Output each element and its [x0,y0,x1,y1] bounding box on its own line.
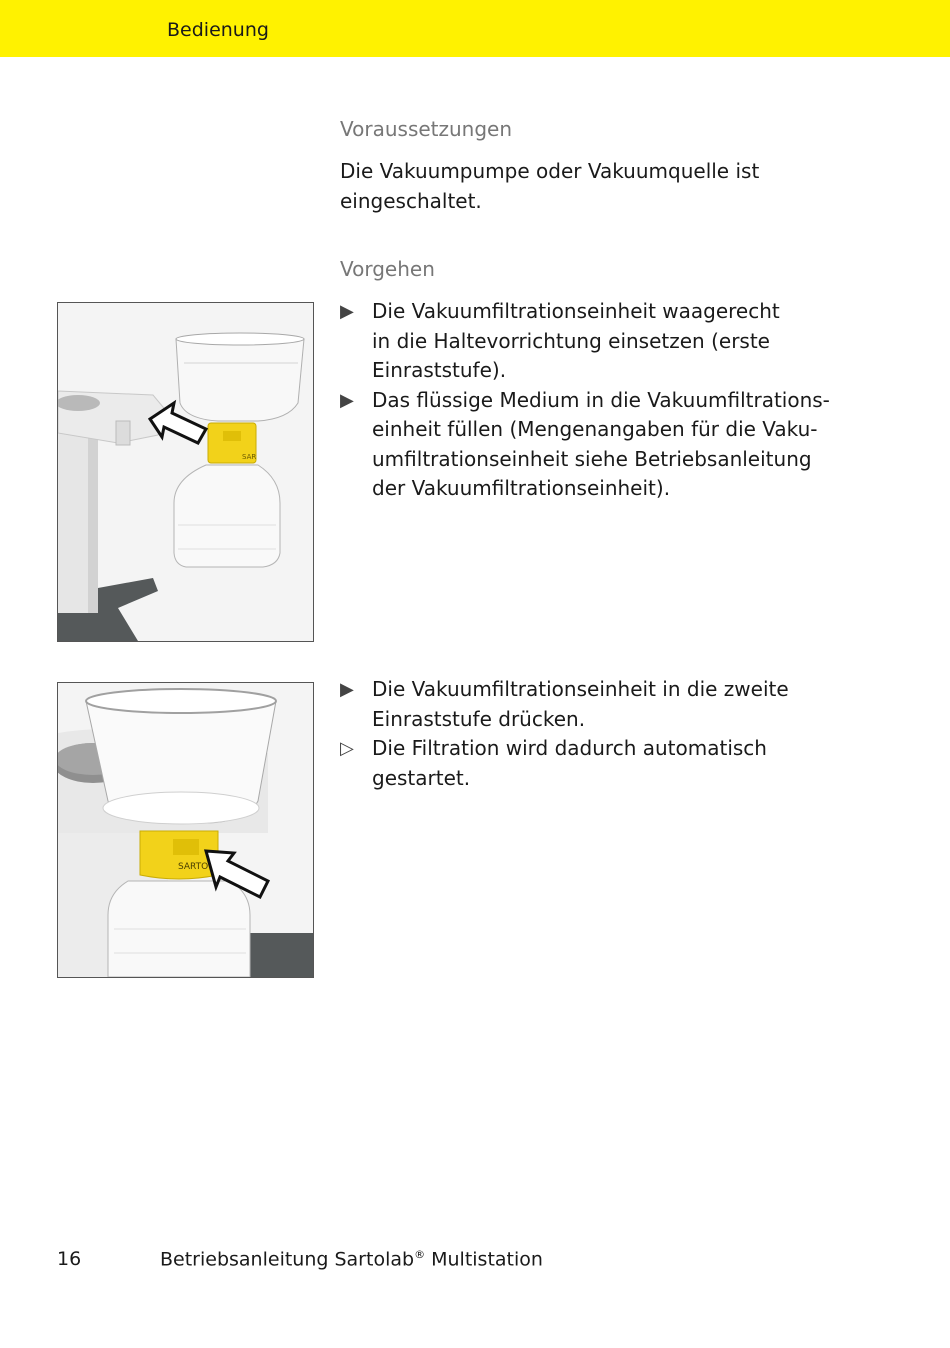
prerequisites-heading: Voraussetzungen [340,117,513,141]
action-arrow-icon: ▶ [340,301,354,322]
action-arrow-icon: ▶ [340,389,354,411]
step-item [340,675,840,734]
step-line: gestartet. [372,765,471,790]
step-line: Die Vakuumfiltrationseinheit in die zweite [372,677,789,701]
result-arrow-icon: ▷ [340,738,354,759]
step-line: umfiltrationseinheit siehe Betriebsanleitung [372,446,812,471]
filtration-unit-pressed-illustration [58,683,313,977]
step-item [340,297,840,386]
step-line: Das flüssige Medium in die Vakuumfiltrations- [372,387,830,412]
prerequisites-line: eingeschaltet. [340,188,482,213]
step-item [340,734,840,793]
footer-doc-title [160,1248,543,1270]
page-number: 16 [57,1248,82,1270]
step-line: Einraststufe drücken. [372,706,586,731]
step-line: in die Haltevorrichtung einsetzen (erste [372,328,770,353]
step-line: Die Vakuumfiltrationseinheit waagerecht [372,299,780,323]
registered-mark: ® [414,1248,426,1261]
step-line: Einraststufe). [372,358,507,382]
prerequisites-text [340,157,810,216]
footer-title-text: Betriebsanleitung Sartolab [160,1248,415,1271]
header-bar [0,0,950,57]
step-list-2 [340,675,840,793]
footer-title-suffix: Multistation [425,1248,543,1271]
brand-label: SARTO [178,862,209,872]
action-arrow-icon: ▶ [340,679,354,700]
step-line: einheit füllen (Mengenangaben für die Vaku- [372,417,818,441]
brand-label: SAR [242,453,257,461]
prerequisites-line: Die Vakuumpumpe oder Vakuumquelle ist [340,159,760,183]
step-line: Die Filtration wird dadurch automatisch [372,736,767,760]
step-line: der Vakuumfiltrationseinheit). [372,476,671,500]
procedure-heading: Vorgehen [340,257,435,281]
step-item [340,386,840,504]
step-list-1 [340,297,840,504]
figure-press-unit [57,682,314,978]
filtration-unit-illustration [58,303,313,641]
section-label: Bedienung [167,19,269,41]
figure-insert-unit [57,302,314,642]
